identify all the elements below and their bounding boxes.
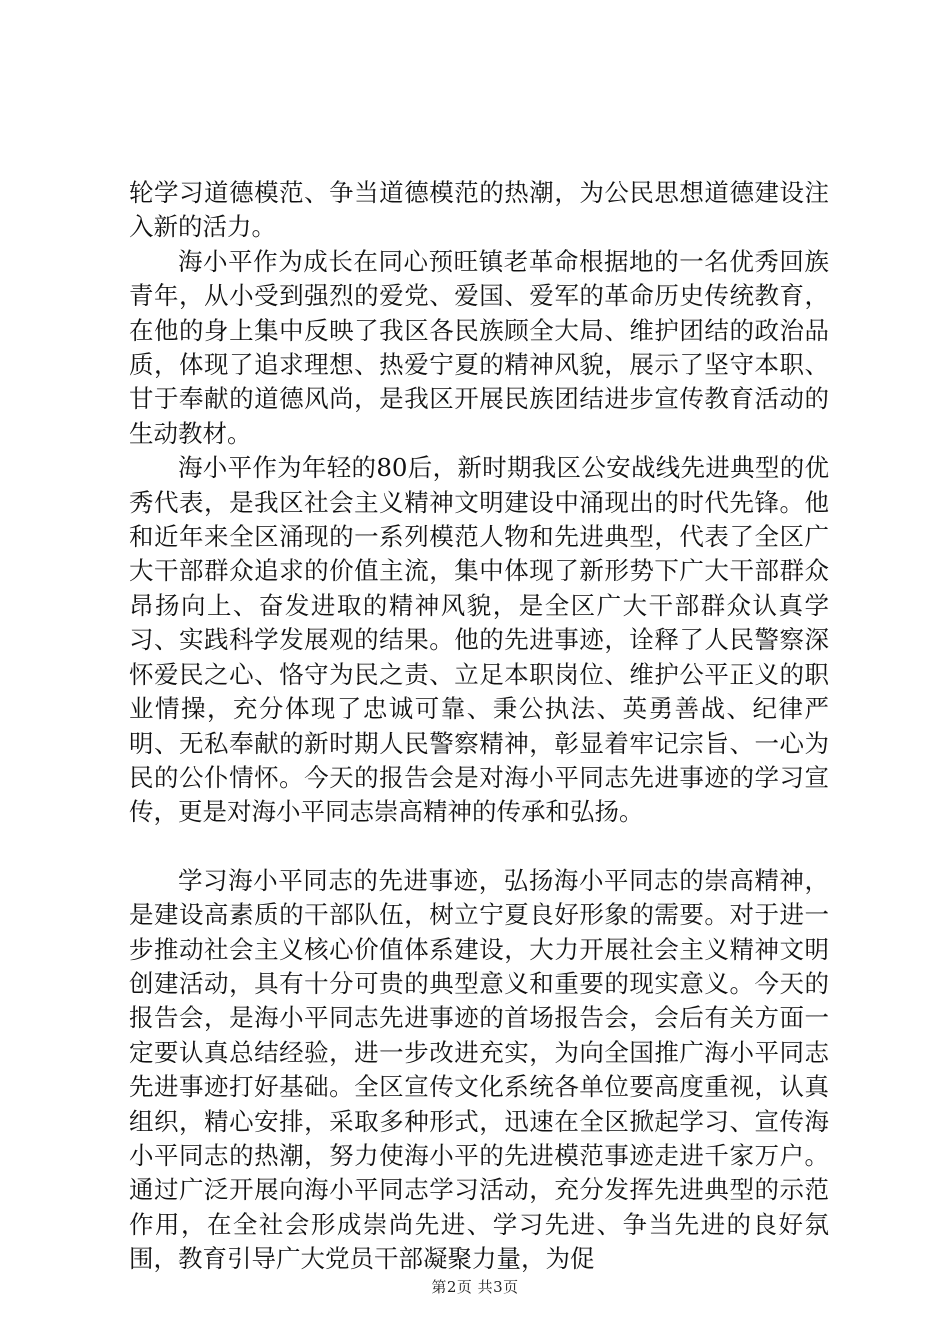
page-number-footer: 第2页 共3页 xyxy=(431,1278,519,1296)
paragraph-study-spirit: 学习海小平同志的先进事迹，弘扬海小平同志的崇高精神，是建设高素质的干部队伍，树立宁夏良好形象的需要。对于进一步推动社会主义核心价值体系建设，大力开展社会主义精神文明创建活动，具有十分可贵的典型意义和重要的现实意义。今天的报告会，是海小平同志先进事迹的首场报告会，会后有关方面一定要认真总结经验，进一步改进充实，为向全国推广海小平同志先进事迹打好基础。全区宣传文化系统各单位要高度重视，认真组织，精心安排，采取多种形式，迅速在全区掀起学习、宣传海小平同志的热潮，努力使海小平的先进模范事迹走进千家万户。通过广泛开展向海小平同志学习活动，充分发挥先进典型的示范作用，在全社会形成崇尚先进、学习先进、争当先进的良好氛围，教育引导广大党员干部凝聚力量，为促 xyxy=(129,865,829,1274)
paragraph-hui-youth: 海小平作为成长在同心预旺镇老革命根据地的一名优秀回族青年，从小受到强烈的爱党、爱国、爱军的革命历史传统教育，在他的身上集中反映了我区各民族顾全大局、维护团结的政治品质，体现了追求理想、热爱宁夏的精神风貌，展示了坚守本职、甘于奉献的道德风尚，是我区开展民族团结进步宣传教育活动的生动教材。 xyxy=(129,246,829,448)
paragraph-continuation: 轮学习道德模范、争当道德模范的热潮，为公民思想道德建设注入新的活力。 xyxy=(129,178,829,242)
paragraph-police-model: 海小平作为年轻的80后，新时期我区公安战线先进典型的优秀代表，是我区社会主义精神文明建设中涌现出的时代先锋。他和近年来全区涌现的一系列模范人物和先进典型，代表了全区广大干部群众追求的价值主流，集中体现了新形势下广大干部群众昂扬向上、奋发进取的精神风貌，是全区广大干部群众认真学习、实践科学发展观的结果。他的先进事迹，诠释了人民警察深怀爱民之心、恪守为民之责、立足本职岗位、维护公平正义的职业情操，充分体现了忠诚可靠、秉公执法、英勇善战、纪律严明、无私奉献的新时期人民警察精神，彰显着牢记宗旨、一心为民的公仆情怀。今天的报告会是对海小平同志先进事迹的学习宣传，更是对海小平同志崇高精神的传承和弘扬。 xyxy=(129,453,829,827)
document-body xyxy=(129,176,829,1277)
